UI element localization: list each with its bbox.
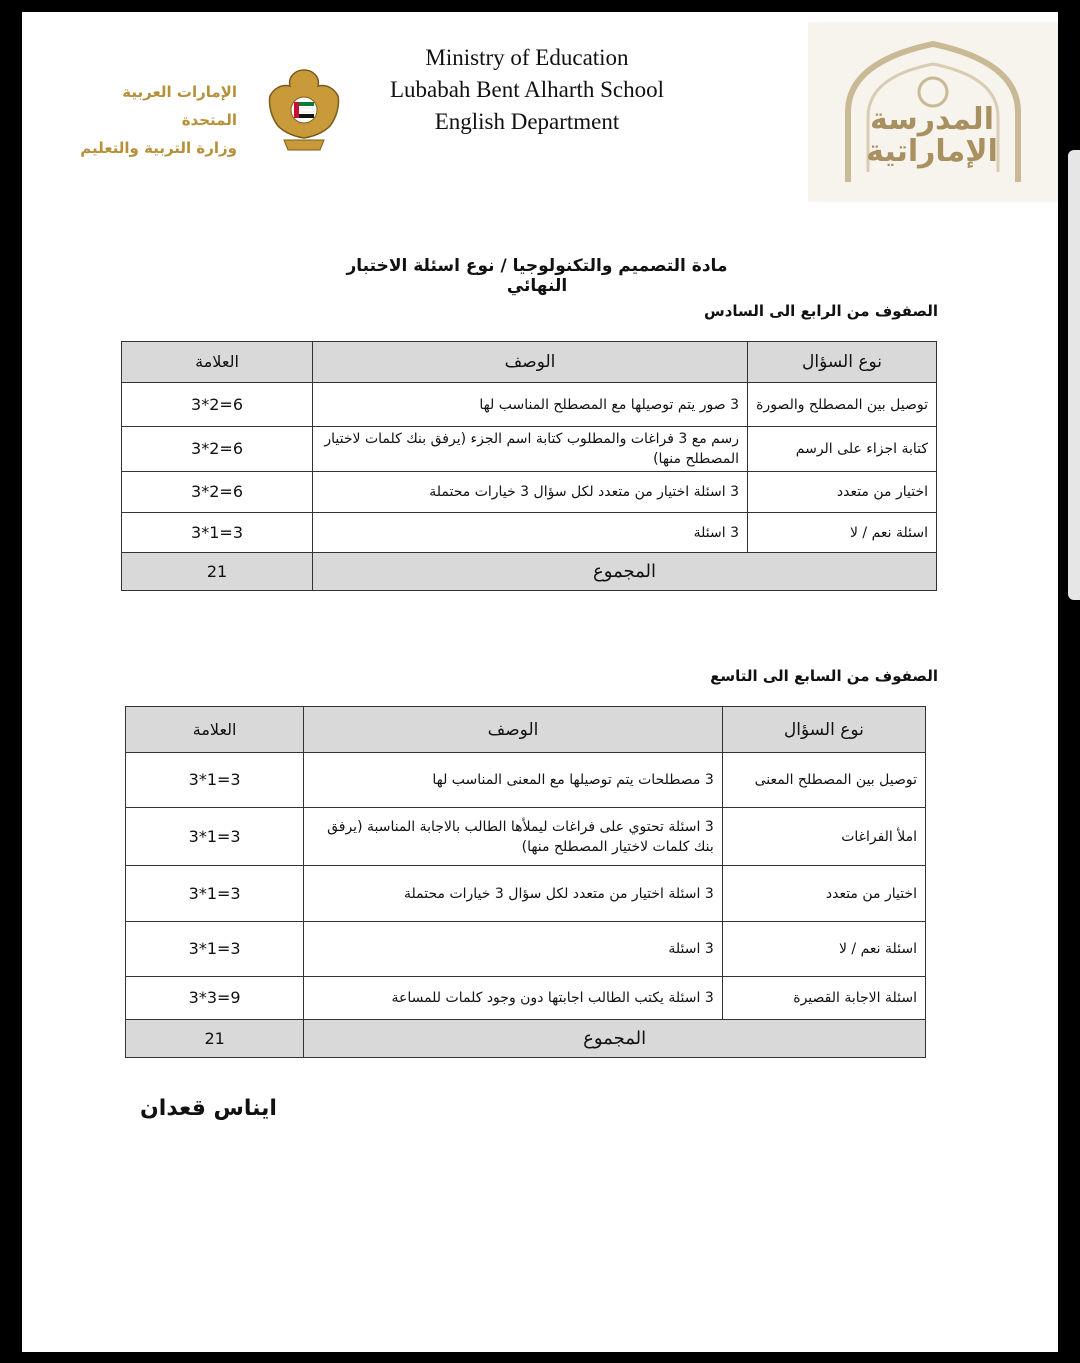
description-cell: 3 اسئلة (304, 922, 723, 977)
table-row (126, 922, 926, 977)
ministry-name-arabic: وزارة التربية والتعليم (80, 139, 237, 157)
mark-cell: 3*2=6 (122, 472, 313, 513)
description-cell: 3 اسئلة (313, 513, 748, 553)
logo-word-school: المدرسة (870, 102, 994, 137)
table-row (122, 383, 937, 427)
table-row (126, 977, 926, 1020)
question-type-cell: توصيل بين المصطلح والصورة (748, 383, 937, 427)
logo-word-emirati: الإماراتية (866, 134, 998, 169)
total-label: المجموع (304, 1020, 926, 1058)
uae-emblem-icon (264, 66, 344, 158)
uae-ministry-arabic-text (72, 78, 237, 162)
mark-cell: 3*2=6 (122, 383, 313, 427)
question-type-cell: اختيار من متعدد (722, 866, 925, 922)
table-row (126, 808, 926, 866)
total-value: 21 (126, 1020, 304, 1058)
question-type-cell: اسئلة الاجابة القصيرة (722, 977, 925, 1020)
question-type-cell: اختيار من متعدد (748, 472, 937, 513)
table-header-row (122, 342, 937, 383)
table-row (126, 753, 926, 808)
section-title-grades-7-9: الصفوف من السابع الى التاسع (710, 667, 938, 685)
header-description: الوصف (304, 707, 723, 753)
table-row (122, 427, 937, 472)
table-total-row (122, 553, 937, 591)
mark-cell: 3*1=3 (126, 922, 304, 977)
table-row (122, 513, 937, 553)
document-page (22, 12, 1058, 1352)
total-label: المجموع (313, 553, 937, 591)
description-cell: 3 صور يتم توصيلها مع المصطلح المناسب لها (313, 383, 748, 427)
mark-cell: 3*1=3 (126, 808, 304, 866)
school-logo-text (832, 104, 1032, 168)
question-types-table-grades-4-6 (121, 341, 937, 591)
description-cell: 3 اسئلة تحتوي على فراغات ليملأها الطالب بالاجابة المناسبة (يرفق بنك كلمات لاختيار المصطلح منها) (304, 808, 723, 866)
mark-cell: 3*1=3 (122, 513, 313, 553)
mark-cell: 3*1=3 (126, 753, 304, 808)
header-mark: العلامة (122, 342, 313, 383)
table-header-row (126, 707, 926, 753)
header-description: الوصف (313, 342, 748, 383)
question-type-cell: اسئلة نعم / لا (748, 513, 937, 553)
question-type-cell: كتابة اجزاء على الرسم (748, 427, 937, 472)
mark-cell: 3*2=6 (122, 427, 313, 472)
description-cell: 3 اسئلة اختيار من متعدد لكل سؤال 3 خيارات محتملة (304, 866, 723, 922)
table-row (122, 472, 937, 513)
header-question-type: نوع السؤال (722, 707, 925, 753)
question-type-cell: املأ الفراغات (722, 808, 925, 866)
header-mark: العلامة (126, 707, 304, 753)
ministry-name-english: Ministry of Education (425, 45, 629, 70)
description-cell: 3 مصطلحات يتم توصيلها مع المعنى المناسب لها (304, 753, 723, 808)
description-cell: رسم مع 3 فراغات والمطلوب كتابة اسم الجزء (يرفق بنك كلمات لاختيار المصطلح منها) (313, 427, 748, 472)
description-cell: 3 اسئلة يكتب الطالب اجابتها دون وجود كلمات للمساعة (304, 977, 723, 1020)
description-cell: 3 اسئلة اختيار من متعدد لكل سؤال 3 خيارات محتملة (313, 472, 748, 513)
table-total-row (126, 1020, 926, 1058)
question-type-cell: توصيل بين المصطلح المعنى (722, 753, 925, 808)
question-types-table-grades-7-9 (125, 706, 926, 1058)
mark-cell: 3*1=3 (126, 866, 304, 922)
section-title-grades-4-6: الصفوف من الرابع الى السادس (704, 302, 938, 320)
teacher-signature-name: ايناس قعدان (140, 1096, 277, 1121)
edge-scroll-handle[interactable] (1068, 150, 1080, 600)
uae-name-arabic: الإمارات العربية المتحدة (122, 83, 237, 129)
table-row (126, 866, 926, 922)
school-header-english (362, 42, 692, 138)
subject-title: مادة التصميم والتكنولوجيا / نوع اسئلة الاختبار النهائي (346, 256, 728, 296)
header-question-type: نوع السؤال (748, 342, 937, 383)
department-name-english: English Department (434, 109, 620, 134)
school-name-english: Lubabah Bent Alharth School (389, 77, 665, 102)
total-value: 21 (122, 553, 313, 591)
mark-cell: 3*3=9 (126, 977, 304, 1020)
question-type-cell: اسئلة نعم / لا (722, 922, 925, 977)
